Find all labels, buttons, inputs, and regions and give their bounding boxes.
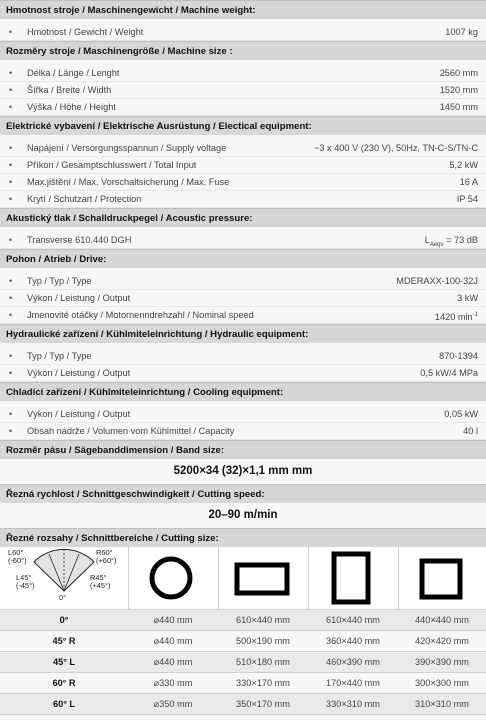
- spec-value: 2560 mm: [439, 68, 478, 78]
- spec-row: [0, 307, 486, 324]
- angle-label-zero: 0°: [59, 593, 67, 602]
- spec-value: 0,05 kW: [444, 409, 478, 419]
- cutting-size-table: [0, 547, 486, 715]
- spec-value: 1420 $\min^{-1}$: [434, 312, 478, 323]
- tall-cell: 330×310 mm: [326, 699, 380, 709]
- square-cell: 420×420 mm: [415, 636, 469, 646]
- rect-cell: 330×170 mm: [236, 678, 290, 688]
- round-cell: ⌀330 mm: [153, 678, 193, 688]
- spec-label: Délka / Länge / Lenght: [27, 68, 120, 78]
- spec-row: [0, 273, 486, 290]
- spec-row: [0, 423, 486, 440]
- section-header-drive: Pohon / Atrieb / Drive:: [0, 249, 486, 268]
- spec-label: Příkon / Gesamptschlusswert / Total Input: [27, 160, 197, 170]
- bullet-icon: •: [9, 293, 13, 303]
- bullet-icon: •: [9, 102, 13, 112]
- spec-value: 1520 mm: [439, 85, 478, 95]
- spec-row: [0, 406, 486, 423]
- spec-label: Typ / Typ / Type: [27, 276, 92, 286]
- rectangle-profile-icon: [234, 562, 290, 596]
- bullet-icon: •: [9, 27, 13, 37]
- rect-cell: 500×190 mm: [236, 636, 290, 646]
- tall-cell: 360×440 mm: [326, 636, 380, 646]
- tall-rectangle-profile-icon: [331, 551, 371, 605]
- spec-label: Výkon / Leistung / Output: [27, 409, 131, 419]
- bullet-icon: •: [9, 426, 13, 436]
- spec-value: 1450 mm: [439, 102, 478, 112]
- bullet-icon: •: [9, 160, 13, 170]
- square-cell: 390×390 mm: [415, 657, 469, 667]
- angle-label-l45: L45° (-45°): [16, 573, 35, 590]
- spec-row: [0, 290, 486, 307]
- square-cell: 300×300 mm: [415, 678, 469, 688]
- angle-label-r45: R45° (+45°): [90, 573, 111, 590]
- angle-label-l60: L60° (-60°): [8, 548, 27, 565]
- rect-cell: 610×440 mm: [236, 615, 290, 625]
- tall-cell: 610×440 mm: [326, 615, 380, 625]
- spec-value: 1007 kg: [445, 27, 478, 37]
- spec-value: 3 kW: [457, 293, 478, 303]
- bullet-icon: •: [9, 177, 13, 187]
- spec-value: 5,2 kW: [449, 160, 478, 170]
- square-cell: 440×440 mm: [415, 615, 469, 625]
- angle-cell: 45° R: [52, 636, 76, 646]
- section-header-weight: Hmotnost stroje / Maschinengewicht / Machine weight:: [0, 0, 486, 19]
- spec-label: Výkon / Leistung / Output: [27, 368, 131, 378]
- rect-cell: 510×180 mm: [236, 657, 290, 667]
- rect-cell: 350×170 mm: [236, 699, 290, 709]
- spec-row: [0, 65, 486, 82]
- spec-row: [0, 232, 486, 249]
- spec-row: [0, 24, 486, 41]
- spec-label: Obsah nádrže / Volumen vom Kühlmittel / Capacity: [27, 426, 235, 436]
- spec-row: [0, 82, 486, 99]
- cutting-shapes-row: [0, 547, 486, 610]
- bullet-icon: •: [9, 68, 13, 78]
- spec-value: 40 l: [463, 426, 478, 436]
- spec-label: Výška / Höhe / Height: [27, 102, 116, 112]
- table-row: [0, 631, 486, 652]
- spec-row: [0, 348, 486, 365]
- spec-row: [0, 140, 486, 157]
- square-cell: 310×310 mm: [415, 699, 469, 709]
- spec-label: Výkon / Leistung / Output: [27, 293, 131, 303]
- spec-row: [0, 174, 486, 191]
- angle-cell: 60° R: [52, 678, 76, 688]
- spec-row: [0, 365, 486, 382]
- spec-label: Max.jištění / Max. Vorschaltsicherung / Max. Fuse: [27, 177, 230, 187]
- spec-row: [0, 157, 486, 174]
- spec-label: Šířka / Breite / Width: [27, 85, 112, 95]
- cutting-speed-value: 20–90 m/min: [0, 503, 486, 528]
- section-header-acoustic: Akustický tlak / Schalldruckpegel / Acoustic pressure:: [0, 208, 486, 227]
- round-cell: ⌀440 mm: [153, 615, 193, 625]
- bullet-icon: •: [9, 368, 13, 378]
- angle-cell: 45° L: [52, 657, 76, 667]
- bullet-icon: •: [9, 143, 13, 153]
- section-header-electrical: Elektrické vybavení / Elektrische Ausrüstung / Electical equipment:: [0, 116, 486, 135]
- section-header-band-size: Rozměr pásu / Sägebanddimension / Band size:: [0, 440, 486, 459]
- table-row: [0, 673, 486, 694]
- section-header-cutting-speed: Řezná rychlost / Schnittgeschwindigkeit / Cutting speed:: [0, 484, 486, 503]
- section-header-cooling: Chladící zařízení / Kühlmiteleinrichtung / Cooling equipment:: [0, 382, 486, 401]
- spec-value: 870-1394: [439, 351, 478, 361]
- angle-cell: 0°: [59, 615, 69, 625]
- spec-label: Typ / Typ / Type: [27, 351, 92, 361]
- table-row: [0, 694, 486, 715]
- spec-value: MDERAXX-100-32J: [396, 276, 478, 286]
- spec-label: Jmenovité otáčky / Motornenndrehzahl / Nominal speed: [27, 310, 254, 320]
- spec-label: Hmotnost / Gewicht / Weight: [27, 27, 144, 37]
- bullet-icon: •: [9, 351, 13, 361]
- spec-label: Krytí / Schutzart / Protection: [27, 194, 142, 204]
- spec-label: Transverse 610.440 DGH: [27, 235, 132, 245]
- angle-label-r60: R60° (+60°): [96, 548, 117, 565]
- bullet-icon: •: [9, 310, 13, 320]
- tall-cell: 460×390 mm: [326, 657, 380, 667]
- spec-value: 16 A: [459, 177, 478, 187]
- bullet-icon: •: [9, 235, 13, 245]
- bullet-icon: •: [9, 276, 13, 286]
- spec-value: IP 54: [456, 194, 478, 204]
- round-cell: ⌀440 mm: [153, 636, 193, 646]
- bullet-icon: •: [9, 409, 13, 419]
- section-header-size: Rozměry stroje / Maschinengröße / Machine size :: [0, 41, 486, 60]
- spec-value: $L_{Aeqv} = 73$ dB: [424, 235, 478, 248]
- section-header-hydraulic: Hydraulické zařízení / Kühlmiteleinrichtung / Hydraulic equipment:: [0, 324, 486, 343]
- spec-value: ~3 x 400 V (230 V), 50Hz, TN-C-S/TN-C: [314, 143, 478, 153]
- spec-row: [0, 191, 486, 208]
- angle-cell: 60° L: [52, 699, 76, 709]
- table-row: [0, 652, 486, 673]
- tall-cell: 170×440 mm: [326, 678, 380, 688]
- bullet-icon: •: [9, 85, 13, 95]
- square-profile-icon: [419, 558, 463, 600]
- round-cell: ⌀440 mm: [153, 657, 193, 667]
- round-profile-icon: [148, 555, 194, 601]
- bullet-icon: •: [9, 194, 13, 204]
- spec-row: [0, 99, 486, 116]
- table-row: [0, 610, 486, 631]
- spec-value: 0,5 kW/4 MPa: [420, 368, 478, 378]
- spec-label: Napájení / Versorgungsspannun / Supply voltage: [27, 143, 227, 153]
- band-size-value: 5200×34 (32)×1,1 mm mm: [0, 459, 486, 484]
- round-cell: ⌀350 mm: [153, 699, 193, 709]
- section-header-cutting-size: Řezné rozsahy / Schnittbereiche / Cutting size:: [0, 528, 486, 547]
